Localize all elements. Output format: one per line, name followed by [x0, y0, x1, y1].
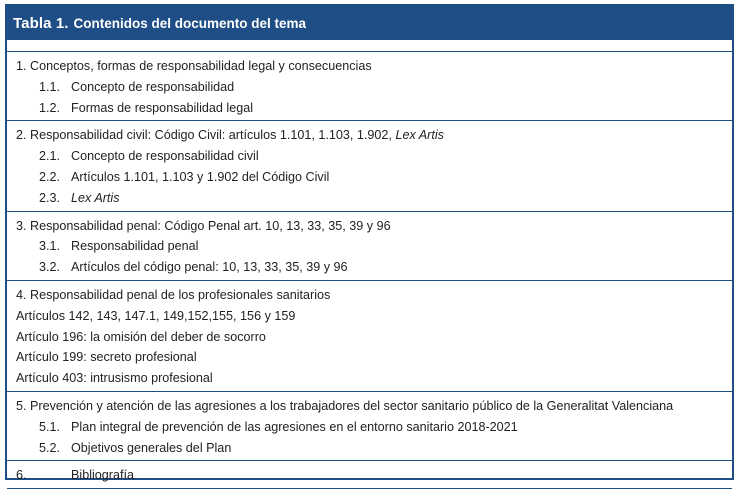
list-item — [7, 188, 732, 209]
article-line: Artículos 142, 143, 147.1, 149,152,155, 156 y 159 — [16, 308, 296, 323]
section-2-heading-text: 2. Responsabilidad civil: Código Civil: artículos 1.101, 1.103, 1.902, — [16, 128, 396, 143]
item-number: 2.2. — [39, 169, 61, 184]
table-title: Contenidos del documento del tema — [73, 15, 307, 31]
article-line: Artículo 196: la omisión del deber de socorro — [16, 329, 266, 344]
item-number: 5.2. — [39, 440, 61, 455]
list-item — [7, 167, 732, 188]
item-label: Plan integral de prevención de las agresiones en el entorno sanitario 2018-2021 — [71, 419, 518, 434]
item-number: 5.1. — [39, 419, 61, 434]
item-label: Formas de responsabilidad legal — [71, 100, 254, 115]
item-number: 1.2. — [39, 100, 61, 115]
list-item — [7, 146, 732, 167]
item-label: Lex Artis — [71, 190, 120, 205]
section-5-heading: 5. Prevención y atención de las agresiones a los trabajadores del sector sanitario público de la Generalitat Valenciana — [16, 398, 674, 413]
item-number: 1.1. — [39, 79, 61, 94]
section-6-number: 6. — [16, 468, 27, 483]
article-line: Artículo 199: secreto profesional — [16, 350, 197, 365]
section-2-heading — [7, 125, 732, 146]
list-item — [7, 236, 732, 257]
content-table — [5, 4, 734, 483]
table-number: Tabla 1. — [13, 14, 69, 32]
item-label: Concepto de responsabilidad civil — [71, 149, 259, 164]
item-label: Objetivos generales del Plan — [71, 440, 232, 455]
list-item — [7, 77, 732, 98]
section-3-heading: 3. Responsabilidad penal: Código Penal art. 10, 13, 33, 35, 39 y 96 — [16, 218, 391, 233]
section-4-heading: 4. Responsabilidad penal de los profesionales sanitarios — [16, 287, 331, 302]
section-1-heading: 1. Conceptos, formas de responsabilidad legal y consecuencias — [16, 59, 372, 73]
item-number: 3.1. — [39, 239, 61, 254]
table-header — [7, 6, 732, 40]
item-number: 2.1. — [39, 149, 61, 164]
section-1 — [7, 51, 732, 120]
list-item — [7, 257, 732, 278]
item-number: 3.2. — [39, 260, 61, 275]
item-label: Concepto de responsabilidad — [71, 79, 235, 94]
section-3 — [7, 211, 732, 280]
section-5 — [7, 391, 732, 460]
list-item — [7, 417, 732, 438]
section-2-heading-italic: Lex Artis — [395, 128, 444, 143]
item-label: Artículos del código penal: 10, 13, 33, 35, 39 y 96 — [71, 260, 348, 275]
section-4 — [7, 280, 732, 391]
item-label: Artículos 1.101, 1.103 y 1.902 del Código Civil — [71, 169, 330, 184]
section-6-heading — [7, 465, 732, 486]
table-body — [7, 51, 732, 483]
item-label: Responsabilidad penal — [71, 239, 199, 254]
section-2 — [7, 120, 732, 210]
list-item — [7, 98, 732, 119]
section-6 — [7, 460, 732, 489]
list-item — [7, 438, 732, 459]
article-line: Artículo 403: intrusismo profesional — [16, 371, 213, 386]
item-number: 2.3. — [39, 190, 61, 205]
section-6-label: Bibliografía — [71, 468, 135, 483]
